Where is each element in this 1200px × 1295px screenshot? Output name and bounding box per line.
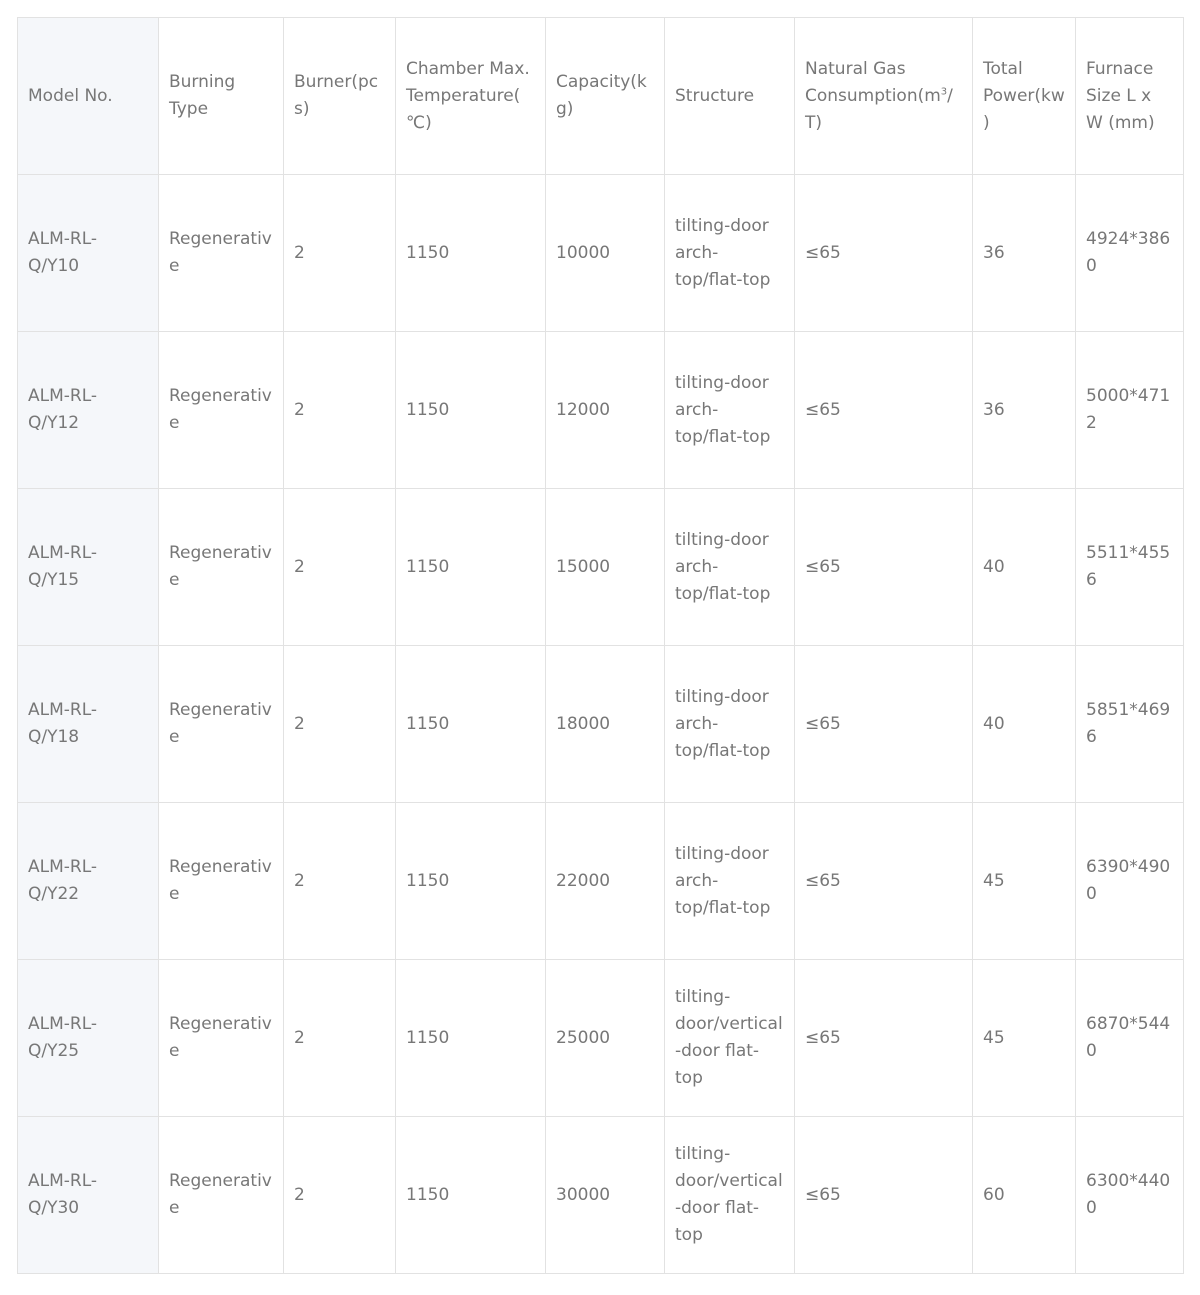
cell-chamber-temp: 1150 (396, 646, 546, 803)
header-gas-consumption (795, 18, 973, 175)
cell-model: ALM-RL-Q/Y10 (18, 175, 159, 332)
cell-model: ALM-RL-Q/Y18 (18, 646, 159, 803)
header-gas-text: Natural Gas Consumption(m (805, 58, 941, 106)
cell-capacity: 12000 (546, 332, 665, 489)
cell-structure: tilting-door arch-top/flat-top (665, 175, 795, 332)
cell-capacity: 22000 (546, 803, 665, 960)
header-burner: Burner(pcs) (284, 18, 396, 175)
cell-structure: tilting-door/vertical-door flat-top (665, 960, 795, 1117)
cell-gas-consumption: ≤65 (795, 803, 973, 960)
cell-furnace-size: 6870*5440 (1076, 960, 1184, 1117)
cell-structure: tilting-door arch-top/flat-top (665, 646, 795, 803)
cell-gas-consumption: ≤65 (795, 646, 973, 803)
furnace-spec-table (17, 17, 1184, 1274)
cell-burner: 2 (284, 175, 396, 332)
cell-structure: tilting-door arch-top/flat-top (665, 489, 795, 646)
cell-total-power: 40 (973, 489, 1076, 646)
cell-model: ALM-RL-Q/Y22 (18, 803, 159, 960)
header-burning-type: Burning Type (159, 18, 284, 175)
cell-furnace-size: 4924*3860 (1076, 175, 1184, 332)
cell-capacity: 15000 (546, 489, 665, 646)
cell-capacity: 30000 (546, 1117, 665, 1274)
cell-gas-consumption: ≤65 (795, 489, 973, 646)
cell-chamber-temp: 1150 (396, 960, 546, 1117)
header-total-power: Total Power(kw) (973, 18, 1076, 175)
cell-model: ALM-RL-Q/Y12 (18, 332, 159, 489)
header-row (18, 18, 1184, 175)
cell-burner: 2 (284, 646, 396, 803)
table-row (18, 803, 1184, 960)
cell-furnace-size: 5000*4712 (1076, 332, 1184, 489)
cell-furnace-size: 6390*4900 (1076, 803, 1184, 960)
table-row (18, 489, 1184, 646)
header-gas-superscript: 3 (940, 85, 948, 97)
cell-burner: 2 (284, 332, 396, 489)
cell-gas-consumption: ≤65 (795, 175, 973, 332)
cell-gas-consumption: ≤65 (795, 1117, 973, 1274)
cell-burning-type: Regenerative (159, 646, 284, 803)
cell-capacity: 25000 (546, 960, 665, 1117)
cell-burning-type: Regenerative (159, 175, 284, 332)
cell-furnace-size: 5851*4696 (1076, 646, 1184, 803)
cell-furnace-size: 6300*4400 (1076, 1117, 1184, 1274)
cell-total-power: 45 (973, 960, 1076, 1117)
cell-total-power: 36 (973, 332, 1076, 489)
header-structure: Structure (665, 18, 795, 175)
cell-chamber-temp: 1150 (396, 175, 546, 332)
cell-gas-consumption: ≤65 (795, 960, 973, 1117)
cell-structure: tilting-door arch-top/flat-top (665, 803, 795, 960)
table-body (18, 18, 1184, 1274)
header-capacity: Capacity(kg) (546, 18, 665, 175)
cell-chamber-temp: 1150 (396, 1117, 546, 1274)
cell-burning-type: Regenerative (159, 1117, 284, 1274)
cell-burning-type: Regenerative (159, 960, 284, 1117)
cell-burning-type: Regenerative (159, 489, 284, 646)
cell-chamber-temp: 1150 (396, 803, 546, 960)
cell-furnace-size: 5511*4556 (1076, 489, 1184, 646)
cell-model: ALM-RL-Q/Y30 (18, 1117, 159, 1274)
cell-structure: tilting-door arch-top/flat-top (665, 332, 795, 489)
cell-burner: 2 (284, 489, 396, 646)
cell-total-power: 60 (973, 1117, 1076, 1274)
table-row (18, 646, 1184, 803)
cell-capacity: 10000 (546, 175, 665, 332)
table-row (18, 175, 1184, 332)
table-row (18, 1117, 1184, 1274)
cell-burner: 2 (284, 1117, 396, 1274)
cell-gas-consumption: ≤65 (795, 332, 973, 489)
cell-model: ALM-RL-Q/Y15 (18, 489, 159, 646)
cell-model: ALM-RL-Q/Y25 (18, 960, 159, 1117)
cell-structure: tilting-door/vertical-door flat-top (665, 1117, 795, 1274)
cell-burning-type: Regenerative (159, 803, 284, 960)
cell-total-power: 40 (973, 646, 1076, 803)
cell-burning-type: Regenerative (159, 332, 284, 489)
cell-total-power: 45 (973, 803, 1076, 960)
cell-burner: 2 (284, 960, 396, 1117)
cell-burner: 2 (284, 803, 396, 960)
header-gas-unit: /T) (805, 85, 953, 133)
table-row (18, 332, 1184, 489)
cell-capacity: 18000 (546, 646, 665, 803)
header-chamber-temp: Chamber Max. Temperature(℃) (396, 18, 546, 175)
header-furnace-size: Furnace Size L x W (mm) (1076, 18, 1184, 175)
cell-chamber-temp: 1150 (396, 332, 546, 489)
header-model-no: Model No. (18, 18, 159, 175)
cell-total-power: 36 (973, 175, 1076, 332)
cell-chamber-temp: 1150 (396, 489, 546, 646)
table-row (18, 960, 1184, 1117)
